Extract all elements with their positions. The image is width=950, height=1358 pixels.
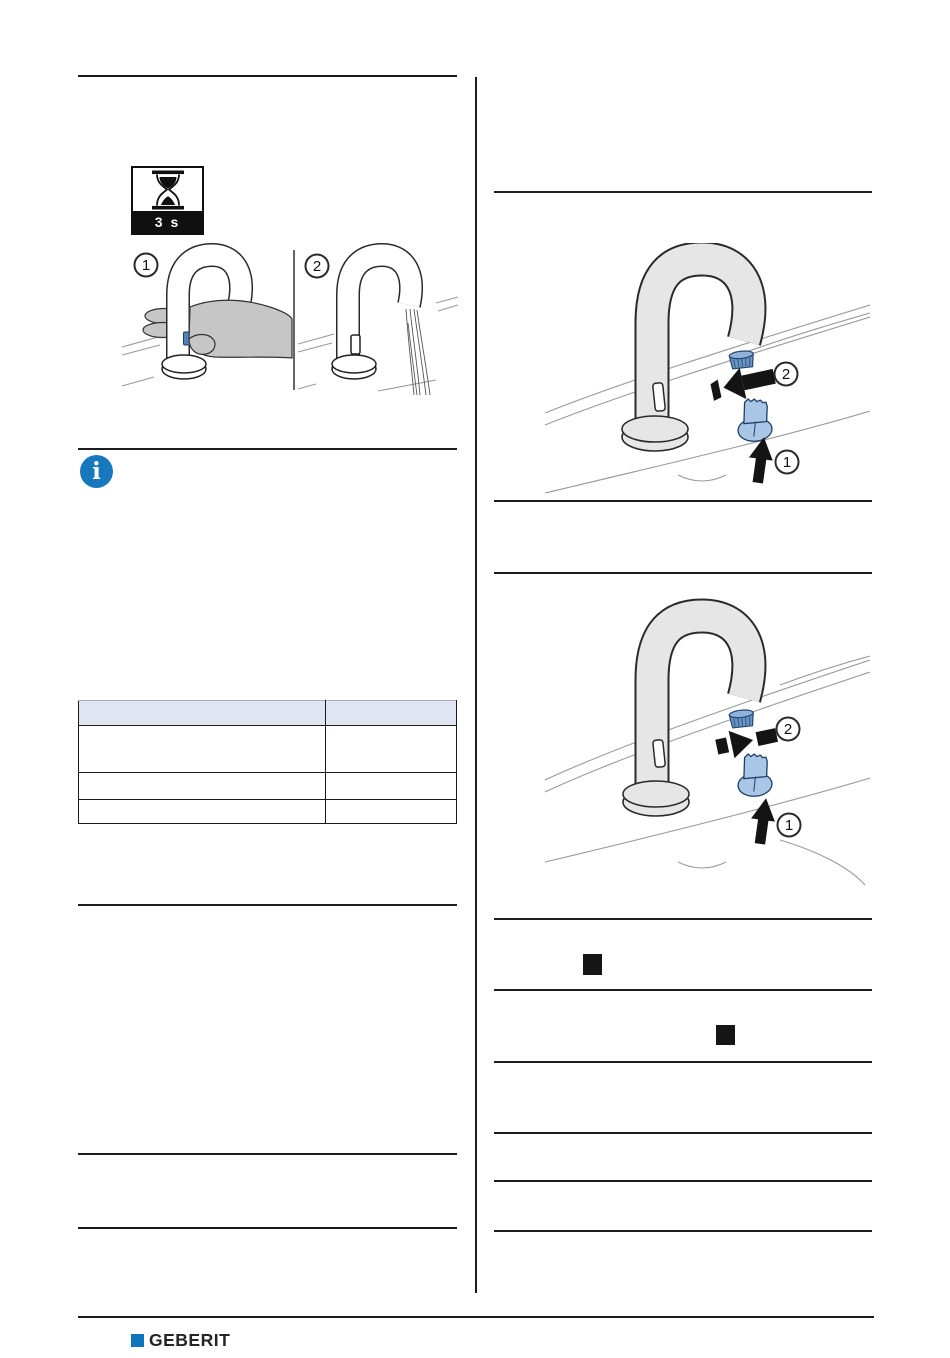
list-bullet-square [716, 1025, 735, 1045]
separator-rule [494, 572, 872, 574]
step-number: 2 [783, 721, 793, 738]
aerator-part [729, 709, 755, 728]
table-cell [79, 773, 326, 800]
list-bullet-square [583, 954, 602, 975]
footer-rule [78, 1316, 874, 1318]
step-number: 1 [784, 817, 794, 834]
arrow-up-icon [748, 797, 778, 846]
column-divider [475, 77, 477, 1293]
table-cell [326, 773, 457, 800]
table-cell [326, 726, 457, 773]
figure-aerator-insertion [530, 590, 870, 900]
separator-rule [494, 1230, 872, 1232]
separator-rule [494, 1180, 872, 1182]
separator-rule [494, 918, 872, 920]
separator-rule [78, 904, 457, 906]
separator-rule [78, 1153, 457, 1155]
service-key-tool [733, 752, 779, 804]
info-icon: i [80, 455, 113, 488]
arrow-up-icon [746, 436, 776, 485]
figure-operate-faucet [120, 243, 460, 443]
table-cell [79, 800, 326, 824]
step-number: 2 [312, 258, 322, 275]
service-key-tool [733, 397, 779, 449]
timer-duration-label: 3 s [133, 211, 202, 233]
table-cell [79, 726, 326, 773]
geberit-logo [131, 1330, 230, 1351]
hourglass-icon [133, 168, 202, 211]
separator-rule [494, 1132, 872, 1134]
step-number: 1 [141, 257, 151, 274]
table-header-cell [79, 701, 326, 726]
separator-rule [494, 989, 872, 991]
separator-rule [494, 1061, 872, 1063]
spec-table [78, 700, 457, 824]
figure-aerator-removal [530, 243, 870, 503]
table-header-cell [326, 701, 457, 726]
timer-badge [131, 166, 204, 235]
logo-text: GEBERIT [149, 1330, 231, 1350]
aerator-part [729, 350, 755, 369]
separator-rule [78, 1227, 457, 1229]
table-cell [326, 800, 457, 824]
separator-rule [494, 191, 872, 193]
logo-square-icon [131, 1334, 144, 1347]
step-number: 2 [781, 366, 791, 383]
step-number: 1 [782, 454, 792, 471]
separator-rule [78, 448, 457, 450]
separator-rule [78, 75, 457, 77]
